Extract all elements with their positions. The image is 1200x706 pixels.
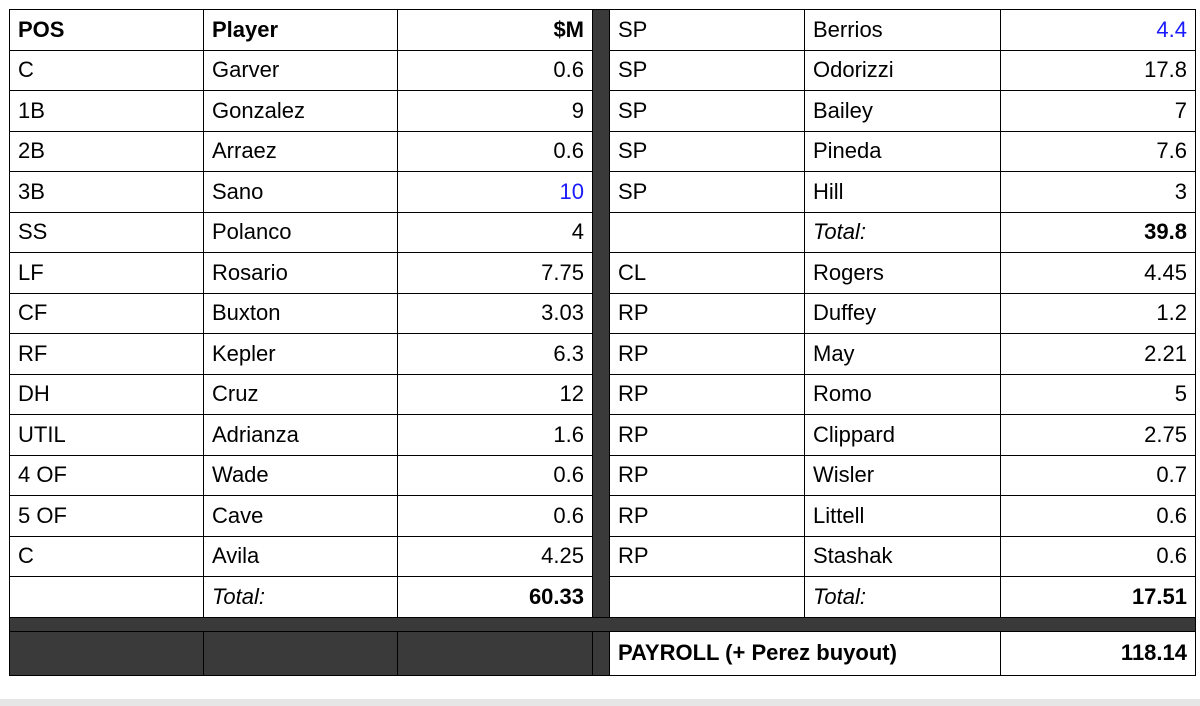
bullpen-pos[interactable]: RP: [610, 496, 805, 537]
rotation-player[interactable]: Berrios: [805, 10, 1001, 51]
lineup-salary[interactable]: 9: [398, 91, 593, 132]
empty-dark-cell[interactable]: [204, 631, 398, 675]
lineup-salary[interactable]: 7.75: [398, 253, 593, 294]
empty-cell[interactable]: [610, 212, 805, 253]
lineup-salary[interactable]: 0.6: [398, 50, 593, 91]
bullpen-pos[interactable]: RP: [610, 293, 805, 334]
rotation-salary[interactable]: 4.4: [1001, 10, 1196, 51]
bullpen-salary[interactable]: 0.6: [1001, 536, 1196, 577]
lineup-player[interactable]: Arraez: [204, 131, 398, 172]
bullpen-player[interactable]: Rogers: [805, 253, 1001, 294]
lineup-salary[interactable]: 0.6: [398, 496, 593, 537]
rotation-salary[interactable]: 7.6: [1001, 131, 1196, 172]
rotation-total-value[interactable]: 39.8: [1001, 212, 1196, 253]
bullpen-pos[interactable]: RP: [610, 455, 805, 496]
bullpen-salary[interactable]: 2.75: [1001, 415, 1196, 456]
bullpen-salary[interactable]: 0.6: [1001, 496, 1196, 537]
lineup-player[interactable]: Garver: [204, 50, 398, 91]
header-salary[interactable]: $M: [398, 10, 593, 51]
bullpen-salary[interactable]: 1.2: [1001, 293, 1196, 334]
lineup-player[interactable]: Cruz: [204, 374, 398, 415]
bullpen-player[interactable]: Romo: [805, 374, 1001, 415]
lineup-pos[interactable]: 1B: [10, 91, 204, 132]
lineup-player[interactable]: Gonzalez: [204, 91, 398, 132]
lineup-salary[interactable]: 4.25: [398, 536, 593, 577]
rotation-pos[interactable]: SP: [610, 91, 805, 132]
column-separator: [593, 10, 610, 618]
lineup-total-value[interactable]: 60.33: [398, 577, 593, 618]
empty-dark-cell[interactable]: [398, 631, 593, 675]
bullpen-pos[interactable]: RP: [610, 415, 805, 456]
empty-dark-cell[interactable]: [10, 631, 204, 675]
lineup-total-label[interactable]: Total:: [204, 577, 398, 618]
bullpen-player[interactable]: Clippard: [805, 415, 1001, 456]
lineup-player[interactable]: Kepler: [204, 334, 398, 375]
lineup-player[interactable]: Wade: [204, 455, 398, 496]
lineup-salary[interactable]: 1.6: [398, 415, 593, 456]
lineup-pos[interactable]: 4 OF: [10, 455, 204, 496]
lineup-salary[interactable]: 10: [398, 172, 593, 213]
rotation-total-label[interactable]: Total:: [805, 212, 1001, 253]
lineup-player[interactable]: Rosario: [204, 253, 398, 294]
lineup-pos[interactable]: RF: [10, 334, 204, 375]
lineup-salary[interactable]: 0.6: [398, 131, 593, 172]
bullpen-player[interactable]: Wisler: [805, 455, 1001, 496]
empty-cell[interactable]: [10, 577, 204, 618]
lineup-salary[interactable]: 6.3: [398, 334, 593, 375]
empty-dark-cell: [593, 631, 610, 675]
bullpen-salary[interactable]: 2.21: [1001, 334, 1196, 375]
header-pos[interactable]: POS: [10, 10, 204, 51]
bullpen-player[interactable]: Stashak: [805, 536, 1001, 577]
lineup-pos[interactable]: CF: [10, 293, 204, 334]
lineup-salary[interactable]: 3.03: [398, 293, 593, 334]
bullpen-player[interactable]: May: [805, 334, 1001, 375]
bullpen-salary[interactable]: 5: [1001, 374, 1196, 415]
lineup-pos[interactable]: 2B: [10, 131, 204, 172]
rotation-pos[interactable]: SP: [610, 50, 805, 91]
header-player[interactable]: Player: [204, 10, 398, 51]
payroll-table: [9, 9, 1196, 676]
rotation-pos[interactable]: SP: [610, 131, 805, 172]
header-row: [10, 10, 1196, 51]
bullpen-salary[interactable]: 0.7: [1001, 455, 1196, 496]
lineup-pos[interactable]: 3B: [10, 172, 204, 213]
payroll-value[interactable]: 118.14: [1001, 631, 1196, 675]
lineup-pos[interactable]: C: [10, 536, 204, 577]
rotation-player[interactable]: Hill: [805, 172, 1001, 213]
rotation-salary[interactable]: 7: [1001, 91, 1196, 132]
rotation-salary[interactable]: 3: [1001, 172, 1196, 213]
lineup-player[interactable]: Polanco: [204, 212, 398, 253]
lineup-pos[interactable]: SS: [10, 212, 204, 253]
lineup-salary[interactable]: 12: [398, 374, 593, 415]
bullpen-salary[interactable]: 4.45: [1001, 253, 1196, 294]
bullpen-pos[interactable]: CL: [610, 253, 805, 294]
rotation-player[interactable]: Pineda: [805, 131, 1001, 172]
lineup-pos[interactable]: 5 OF: [10, 496, 204, 537]
lineup-pos[interactable]: DH: [10, 374, 204, 415]
rotation-pos[interactable]: SP: [610, 10, 805, 51]
bullpen-pos[interactable]: RP: [610, 536, 805, 577]
lineup-salary[interactable]: 0.6: [398, 455, 593, 496]
lineup-player[interactable]: Avila: [204, 536, 398, 577]
empty-cell[interactable]: [610, 577, 805, 618]
bullpen-total-value[interactable]: 17.51: [1001, 577, 1196, 618]
separator-band: [10, 617, 1196, 631]
separator-row: [10, 617, 1196, 631]
lineup-pos[interactable]: C: [10, 50, 204, 91]
rotation-pos[interactable]: SP: [610, 172, 805, 213]
lineup-player[interactable]: Buxton: [204, 293, 398, 334]
rotation-player[interactable]: Odorizzi: [805, 50, 1001, 91]
bullpen-total-label[interactable]: Total:: [805, 577, 1001, 618]
bullpen-pos[interactable]: RP: [610, 334, 805, 375]
lineup-pos[interactable]: LF: [10, 253, 204, 294]
lineup-player[interactable]: Cave: [204, 496, 398, 537]
sheet-gridlines: [0, 699, 1200, 706]
lineup-player[interactable]: Adrianza: [204, 415, 398, 456]
lineup-salary[interactable]: 4: [398, 212, 593, 253]
lineup-player[interactable]: Sano: [204, 172, 398, 213]
rotation-player[interactable]: Bailey: [805, 91, 1001, 132]
rotation-salary[interactable]: 17.8: [1001, 50, 1196, 91]
payroll-label[interactable]: PAYROLL (+ Perez buyout): [610, 631, 1001, 675]
bullpen-pos[interactable]: RP: [610, 374, 805, 415]
bullpen-player[interactable]: Littell: [805, 496, 1001, 537]
lineup-pos[interactable]: UTIL: [10, 415, 204, 456]
bullpen-player[interactable]: Duffey: [805, 293, 1001, 334]
payroll-row: [10, 631, 1196, 675]
